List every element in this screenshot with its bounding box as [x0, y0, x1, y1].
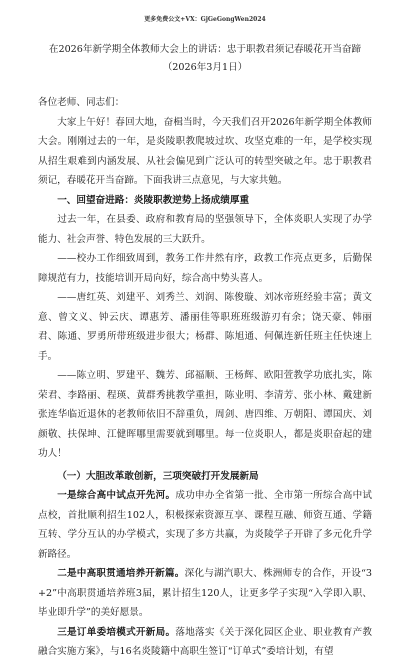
item-paragraph-3	[38, 623, 372, 662]
speech-body	[38, 93, 372, 662]
page-header: 更多免费公文+VX：GjGeGongWen2024	[144, 16, 266, 23]
salutation: 各位老师、同志们：	[38, 97, 125, 108]
praise-paragraph-1: ——校办工作细致周到，教务工作井然有序，政教工作亮点更多，后勤保障规范有力，技能培训开局向好，综合高中势头喜人。	[38, 253, 372, 284]
item-paragraph-1	[38, 486, 372, 564]
subsection-heading-1: （一）大胆改革敢创新，三项突破打开发展新局	[57, 470, 259, 482]
item-1-text: 成功申办全省第一批、全市第一所综合高中试点校，首批顺利招生102人，积极探索资源互享、课程互融、师资互通、学籍互转、学分互认的办学模式，实现了多方共赢，为炎陵学子开辟了多元化升学新路径。	[38, 490, 373, 560]
item-2-label: 二是中高职贯通培养开新篇。	[57, 568, 185, 579]
praise-paragraph-3: ——陈立明、罗建平、魏芳、邱福顺、王杨辉、欧阳萱教学功底扎实，陈荣君、李路丽、程瑛、黄群秀挑教学重担，陈业明、李清芳、张小林、戴建新张连华临近退休的老教师依旧不辞重负，周剑、唐四维、万朝阳、谭国庆、刘颜敬、扶保坤、江健晖哪里需要就到哪里。每一位炎职人，都是炎职奋起的建功人！	[38, 370, 372, 459]
praise-paragraph-2: ——唐红英、刘建平、刘秀兰、刘润、陈俊璇、刘冰帝班经验丰富；黄文意、曾文义、钟云庆、谭惠芳、潘丽佳等职班班级游刃有余；饶天豪、韩丽君、陈通、罗勇所带班级进步很大；杨群、陈旭通、何佩连新任班主任快速上手。	[38, 292, 372, 362]
speech-title: 在2026年新学期全体教师大会上的讲话：忠于职教君须记春暖花开当奋蹄	[48, 44, 362, 55]
item-3-label: 三是订单委培模式开新局。	[57, 626, 176, 638]
item-3-text: 落地落实《关于深化园区企业、职业教育产教融合实施方案》，与16名炎陵籍中高职生签订“订单式”委培计划，有望	[38, 626, 373, 657]
speech-date: （2026年3月1日）	[162, 62, 248, 73]
section-heading-1: 一、回望奋进路：炎陵职教逆势上扬成绩厚重	[57, 194, 250, 206]
intro-paragraph: 大家上午好！春回大地，奋楫当时，今天我们召开2026年新学期全体教师大会。刚刚过去的一年，是炎陵职教爬坡过坎、攻坚克难的一年，是学校实现从招生艰难到内涵发展、从社会偏见到广泛认可的转型突破之年。忠于职教君须记，春暖花开当奋蹄。下面我讲三点意见，与大家共勉。	[38, 116, 372, 186]
section-1-intro: 过去一年，在县委、政府和教育局的坚强领导下，全体炎职人实现了办学能力、社会声誉、特色发展的三大跃升。	[38, 214, 372, 245]
item-2-text: 深化与湖汽职大、株洲师专的合作，开设“3+2”中高职贯通培养班3届，累计招生120人，让更多学子实现“入学即入职、毕业即升学”的美好愿景。	[38, 568, 372, 618]
item-paragraph-2	[38, 564, 372, 623]
item-1-label: 一是综合高中试点开先河。	[57, 490, 176, 501]
